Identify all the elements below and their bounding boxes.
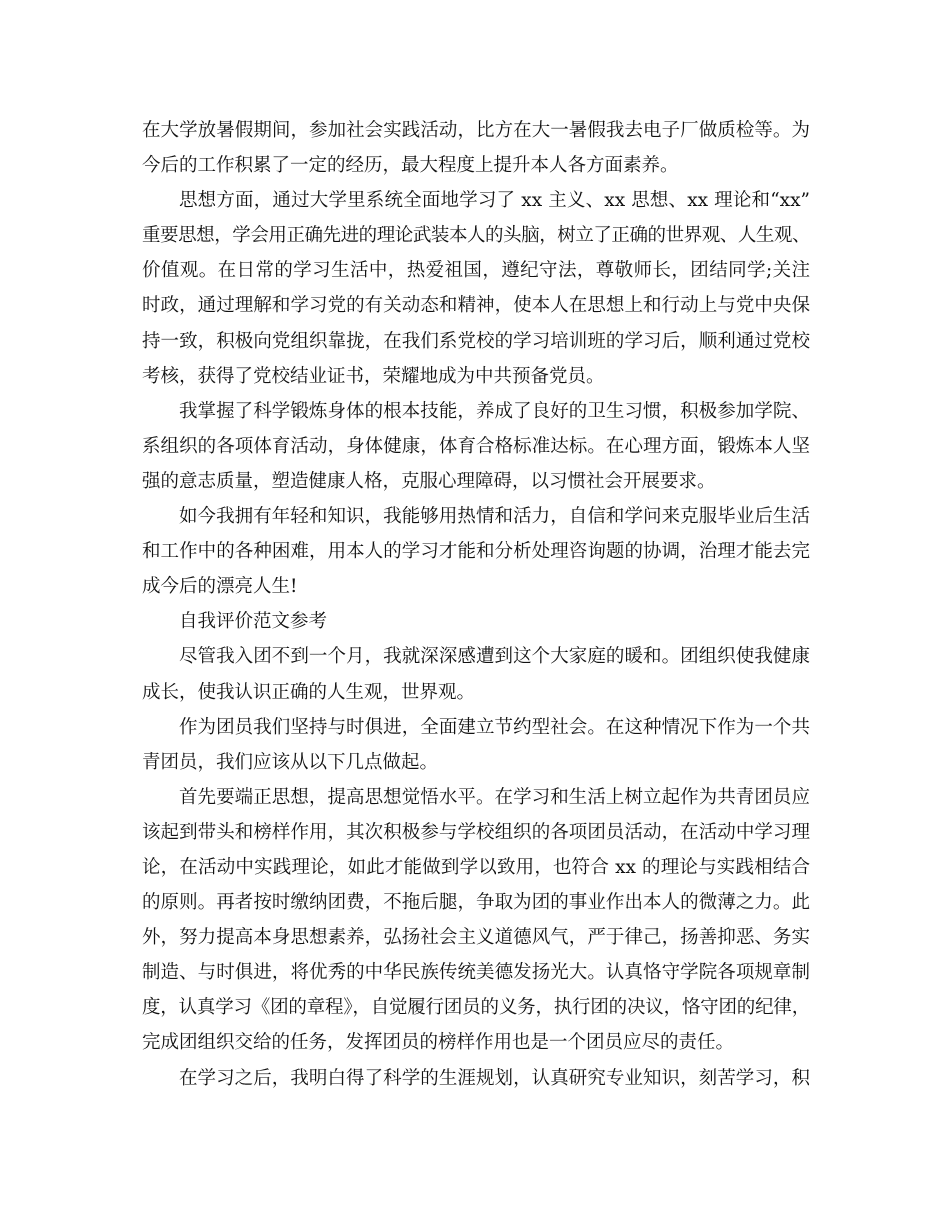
text-line: 我掌握了科学锻炼身体的根本技能，养成了良好的卫生习惯，积极参加学院、 xyxy=(179,400,810,422)
text-line: 持一致，积极向党组织靠拢，在我们系党校的学习培训班的学习后，顺利通过党校 xyxy=(142,330,810,352)
text-line: 在大学放暑假期间，参加社会实践活动，比方在大一暑假我去电子厂做质检等。为 xyxy=(142,120,810,141)
text-line: 论，在活动中实践理论，如此才能做到学以致用，也符合 xx 的理论与实践相结合 xyxy=(142,856,810,878)
text-line: 首先要端正思想，提高思想觉悟水平。在学习和生活上树立起作为共青团员应 xyxy=(179,786,810,808)
text-line: 时政，通过理解和学习党的有关动态和精神，使本人在思想上和行动上与党中央保 xyxy=(142,295,810,317)
text-line: 外，努力提高本身思想素养，弘扬社会主义道德风气，严于律己，扬善抑恶、务实 xyxy=(142,927,810,949)
text-line: 尽管我入团不到一个月，我就深深感遭到这个大家庭的暖和。团组织使我健康 xyxy=(179,646,810,668)
text-line: 完成团组织交给的任务，发挥团员的榜样作用也是一个团员应尽的责任。 xyxy=(142,1032,735,1054)
text-line: 价值观。在日常的学习生活中，热爱祖国，遵纪守法，尊敬师长，团结同学;关注 xyxy=(142,260,810,282)
text-line: 如今我拥有年轻和知识，我能够用热情和活力，自信和学问来克服毕业后生活 xyxy=(179,506,810,528)
text-line: 系组织的各项体育活动，身体健康，体育合格标准达标。在心理方面，锻炼本人坚 xyxy=(142,435,810,457)
text-line: 成长，使我认识正确的人生观，世界观。 xyxy=(142,681,476,703)
text-line: 在学习之后，我明白得了科学的生涯规划，认真研究专业知识，刻苦学习，积 xyxy=(179,1067,810,1089)
text-line: 考核，获得了党校结业证书，荣耀地成为中共预备党员。 xyxy=(142,365,605,387)
text-line: 该起到带头和榜样作用，其次积极参与学校组织的各项团员活动，在活动中学习理 xyxy=(142,821,810,843)
text-line: 青团员，我们应该从以下几点做起。 xyxy=(142,751,439,773)
text-line: 和工作中的各种困难，用本人的学习才能和分析处理咨询题的协调，治理才能去完 xyxy=(142,541,810,563)
text-line: 度，认真学习《团的章程》，自觉履行团员的义务，执行团的决议，恪守团的纪律， xyxy=(142,997,810,1019)
text-line: 今后的工作积累了一定的经历，最大程度上提升本人各方面素养。 xyxy=(142,155,679,177)
section-heading: 自我评价范文参考 xyxy=(179,611,328,633)
text-line: 的原则。再者按时缴纳团费，不拖后腿，争取为团的事业作出本人的微薄之力。此 xyxy=(142,892,810,914)
document-body xyxy=(142,113,810,1096)
text-line: 重要思想，学会用正确先进的理论武装本人的头脑，树立了正确的世界观、人生观、 xyxy=(142,225,810,247)
text-line: 思想方面，通过大学里系统全面地学习了 xx 主义、xx 思想、xx 理论和“xx” xyxy=(179,190,810,212)
text-line: 作为团员我们坚持与时俱进，全面建立节约型社会。在这种情况下作为一个共 xyxy=(179,716,810,738)
text-line: 制造、与时俱进，将优秀的中华民族传统美德发扬光大。认真恪守学院各项规章制 xyxy=(142,962,810,984)
text-line: 成今后的漂亮人生! xyxy=(142,576,298,598)
text-line: 强的意志质量，塑造健康人格，克服心理障碍，以习惯社会开展要求。 xyxy=(142,470,716,492)
